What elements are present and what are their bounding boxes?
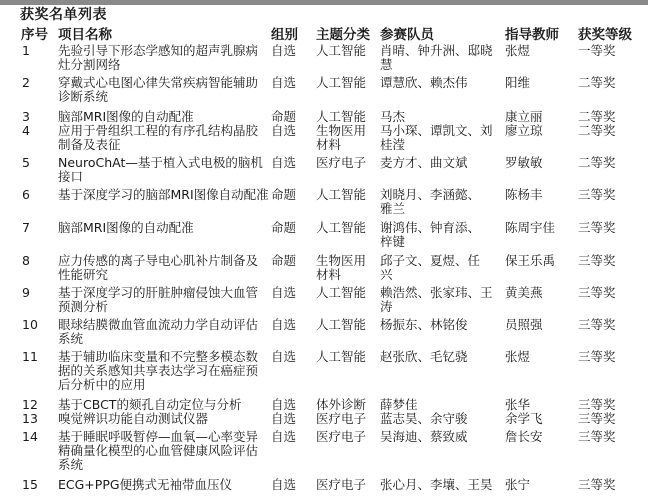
row-number: 10 [22, 317, 38, 332]
members-continued: 兴 [380, 267, 393, 282]
group: 自选 [271, 75, 297, 90]
award-level: 三等奖 [578, 187, 616, 202]
column-header-name: 项目名称 [58, 27, 112, 43]
award-level: 三等奖 [578, 349, 616, 364]
members: 谢鸿伟、钟育添、 [380, 220, 481, 235]
category: 人工智能 [316, 220, 367, 235]
project-name: 先验引导下形态学感知的超声乳腺病灶分割网络 [58, 43, 259, 72]
category: 人工智能 [316, 317, 367, 332]
row-number: 15 [22, 477, 38, 492]
category: 医疗电子 [316, 155, 367, 170]
row-number: 2 [22, 75, 30, 90]
column-header-group: 组别 [271, 27, 298, 43]
project-name: 眼球结膜微血管血流动力学自动评估系统 [58, 317, 259, 346]
award-level: 三等奖 [578, 477, 616, 492]
column-header-no: 序号 [21, 27, 48, 43]
award-level: 二等奖 [578, 109, 616, 124]
row-number: 4 [22, 123, 30, 138]
project-name: 脑部MRI图像的自动配准 [58, 109, 194, 124]
teacher: 廖立琼 [505, 123, 543, 138]
row-number: 11 [22, 349, 38, 364]
project-name: 穿戴式心电图心律失常疾病智能辅助诊断系统 [58, 75, 259, 104]
members: 吴海迪、蔡致威 [380, 429, 468, 444]
category: 医疗电子 [316, 411, 367, 426]
project-name: 基于CBCT的颏孔自动定位与分析 [58, 397, 242, 412]
project-name: ECG+PPG便携式无袖带血压仪 [58, 477, 233, 492]
project-name: 嗅觉辨识功能自动测试仪器 [58, 411, 209, 426]
row-number: 14 [22, 429, 38, 444]
row-number: 9 [22, 285, 30, 300]
award-level: 二等奖 [578, 75, 616, 90]
teacher: 康立丽 [505, 109, 543, 124]
award-level: 三等奖 [578, 429, 616, 444]
project-name: 应用于骨组织工程的有序孔结构晶胶制备及表征 [58, 123, 259, 152]
award-level: 二等奖 [578, 155, 616, 170]
award-level: 三等奖 [578, 317, 616, 332]
row-number: 5 [22, 155, 30, 170]
group: 自选 [271, 155, 297, 170]
teacher: 张煜 [505, 43, 531, 58]
teacher: 陈杨丰 [505, 187, 543, 202]
row-number: 12 [22, 397, 38, 412]
teacher: 保王乐禹 [505, 253, 556, 268]
group: 自选 [271, 477, 297, 492]
teacher: 阳维 [505, 75, 531, 90]
award-level: 三等奖 [578, 397, 616, 412]
category: 人工智能 [316, 349, 367, 364]
members: 刘晓月、李涵懿、 [380, 187, 481, 202]
members: 麦方才、曲文斌 [380, 155, 468, 170]
award-level: 一等奖 [578, 43, 616, 58]
row-number: 13 [22, 411, 38, 426]
row-number: 8 [22, 253, 30, 268]
group: 自选 [271, 429, 297, 444]
teacher: 余学飞 [505, 411, 543, 426]
members: 杨振东、林铭俊 [380, 317, 468, 332]
category: 人工智能 [316, 285, 367, 300]
row-number: 7 [22, 220, 30, 235]
project-name: NeuroChAt—基于植入式电极的脑机接口 [58, 155, 263, 184]
group: 自选 [271, 317, 297, 332]
group: 命题 [271, 220, 297, 235]
members: 马杰 [380, 109, 406, 124]
column-header-category: 主题分类 [316, 27, 370, 43]
award-level: 三等奖 [578, 285, 616, 300]
project-name: 脑部MRI图像的自动配准 [58, 220, 194, 235]
category: 人工智能 [316, 75, 367, 90]
group: 命题 [271, 187, 297, 202]
members-continued: 雅兰 [380, 201, 406, 216]
award-level: 三等奖 [578, 253, 616, 268]
column-header-level: 获奖等级 [578, 27, 632, 43]
project-name: 基于深度学习的脑部MRI图像自动配准 [58, 187, 269, 202]
members: 马小琛、谭凯文、刘 [380, 123, 493, 138]
category: 生物医用材料 [316, 123, 367, 152]
members: 赖浩然、张家玮、王 [380, 285, 493, 300]
members: 蓝志昊、余守骏 [380, 411, 468, 426]
row-number: 6 [22, 187, 30, 202]
category: 医疗电子 [316, 477, 367, 492]
group: 自选 [271, 285, 297, 300]
award-level: 三等奖 [578, 411, 616, 426]
members: 肖晴、钟升洲、邸晓 [380, 43, 493, 58]
row-number: 3 [22, 109, 30, 124]
group: 自选 [271, 397, 297, 412]
members: 邱子文、夏煜、任 [380, 253, 481, 268]
project-name: 应力传感的离子导电心肌补片制备及性能研究 [58, 253, 259, 282]
column-header-members: 参赛队员 [380, 27, 434, 43]
teacher: 黄美燕 [505, 285, 543, 300]
category: 人工智能 [316, 109, 367, 124]
members-continued: 桂滢 [380, 137, 406, 152]
teacher: 詹长安 [505, 429, 543, 444]
category: 生物医用材料 [316, 253, 367, 282]
project-name: 基于深度学习的肝脏肿瘤侵蚀大血管预测分析 [58, 285, 259, 314]
group: 命题 [271, 253, 297, 268]
members: 薛梦佳 [380, 397, 418, 412]
group: 自选 [271, 349, 297, 364]
group: 自选 [271, 123, 297, 138]
category: 人工智能 [316, 43, 367, 58]
teacher: 张宁 [505, 477, 531, 492]
group: 命题 [271, 109, 297, 124]
members-continued: 梓键 [380, 234, 406, 249]
category: 人工智能 [316, 187, 367, 202]
category: 医疗电子 [316, 429, 367, 444]
members: 谭慧欣、赖杰伟 [380, 75, 468, 90]
members: 张心月、李壤、王昊 [380, 477, 493, 492]
award-level: 二等奖 [578, 123, 616, 138]
project-name: 基于辅助临床变量和不完整多模态数据的关系感知共享表达学习在癌症预后分析中的应用 [58, 349, 259, 392]
teacher: 罗敏敏 [505, 155, 543, 170]
award-level: 三等奖 [578, 220, 616, 235]
members-continued: 慧 [380, 57, 393, 72]
teacher: 张煜 [505, 349, 531, 364]
row-number: 1 [22, 43, 30, 58]
page-title: 获奖名单列表 [20, 7, 107, 23]
members-continued: 涛 [380, 299, 393, 314]
project-name: 基于睡眠呼吸暂停—血氧—心率变异精确量化模型的心血管健康风险评估系统 [58, 429, 259, 472]
members: 赵张欣、毛钇骁 [380, 349, 468, 364]
teacher: 陈周宇佳 [505, 220, 556, 235]
category: 体外诊断 [316, 397, 367, 412]
teacher: 张华 [505, 397, 531, 412]
group: 自选 [271, 411, 297, 426]
group: 自选 [271, 43, 297, 58]
column-header-teacher: 指导教师 [505, 27, 559, 43]
teacher: 员照强 [505, 317, 543, 332]
